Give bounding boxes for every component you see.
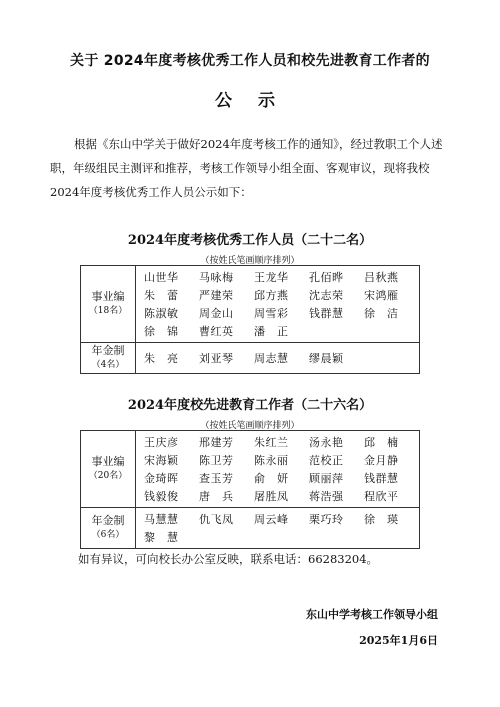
educator-name: 邢建芳 <box>199 436 234 449</box>
staff-name: 宋鸿雁 <box>364 289 399 302</box>
staff-name: 刘亚琴 <box>199 352 234 365</box>
staff-name: 朱 亮 <box>144 352 179 365</box>
staff-name: 钱群慧 <box>309 307 344 320</box>
staff-name: 山世华 <box>144 271 179 284</box>
contact-line: 如有异议，可向校长办公室反映，联系电话：66283204。 <box>78 552 379 566</box>
staff-name: 潘 正 <box>254 325 289 338</box>
educator-name: 钱群慧 <box>364 472 399 485</box>
category-label: 事业编 <box>91 455 125 468</box>
category-label: 年金制 <box>91 344 125 357</box>
section-title-advanced-educators: 2024年度校先进教育工作者（二十六名） <box>127 398 373 413</box>
educator-name: 蒋浩强 <box>309 490 344 503</box>
section-title-outstanding-staff: 2024年度考核优秀工作人员（二十二名） <box>127 233 373 248</box>
educator-name: 朱红兰 <box>254 436 289 449</box>
name-row <box>144 286 419 304</box>
table-row <box>81 266 420 343</box>
educator-name: 屠胜凤 <box>254 490 289 503</box>
names-cell <box>136 431 420 508</box>
document-title: 关于 2024年度考核优秀工作人员和校先进教育工作者的 <box>70 53 430 69</box>
table-row <box>81 343 420 374</box>
signature-block <box>306 602 438 654</box>
section-note-advanced-educators: （按姓氏笔画顺序排列） <box>200 421 300 431</box>
educator-name: 邱 楠 <box>364 436 399 449</box>
staff-name: 马咏梅 <box>199 271 234 284</box>
names-cell <box>136 343 420 374</box>
name-row <box>144 451 419 469</box>
educator-name: 马慧慧 <box>144 513 179 526</box>
names-cell <box>136 266 420 343</box>
staff-name: 徐 洁 <box>364 307 399 320</box>
outstanding-staff-table <box>80 265 420 374</box>
name-row <box>144 528 419 546</box>
category-cell <box>81 431 136 508</box>
educator-name: 金月静 <box>364 454 399 467</box>
staff-name: 周雪彩 <box>254 307 289 320</box>
name-row <box>144 268 419 286</box>
name-row <box>144 469 419 487</box>
staff-name: 周志慧 <box>254 352 289 365</box>
staff-name: 沈志荣 <box>309 289 344 302</box>
educator-name: 仇飞凤 <box>199 513 234 526</box>
educator-name: 陈永丽 <box>254 454 289 467</box>
name-row <box>144 510 419 528</box>
educator-name: 徐 瑛 <box>364 513 399 526</box>
category-cell <box>81 508 136 549</box>
staff-name: 周金山 <box>199 307 234 320</box>
table-row <box>81 431 420 508</box>
staff-name: 孔佰晔 <box>309 271 344 284</box>
category-count: （18名） <box>88 306 128 316</box>
name-row <box>144 322 419 340</box>
educator-name: 王庆彦 <box>144 436 179 449</box>
signature-organization: 东山中学考核工作领导小组 <box>306 608 438 621</box>
educator-name: 查玉芳 <box>199 472 234 485</box>
staff-name: 吕秋燕 <box>364 271 399 284</box>
intro-paragraph <box>50 132 458 204</box>
educator-name: 栗巧玲 <box>309 513 344 526</box>
names-cell <box>136 508 420 549</box>
educator-name: 宋海颖 <box>144 454 179 467</box>
staff-name: 王龙华 <box>254 271 289 284</box>
educator-name: 唐 兵 <box>199 490 234 503</box>
staff-name: 朱 蕾 <box>144 289 179 302</box>
educator-name: 周云峰 <box>254 513 289 526</box>
staff-name: 邱方燕 <box>254 289 289 302</box>
staff-name: 陈淑敏 <box>144 307 179 320</box>
educator-name: 范校正 <box>309 454 344 467</box>
document-subtitle: 公 示 <box>215 91 285 111</box>
name-row <box>144 487 419 505</box>
staff-name: 曹红英 <box>199 325 234 338</box>
educator-name: 顾丽萍 <box>309 472 344 485</box>
advanced-educators-table <box>80 430 420 549</box>
category-cell <box>81 266 136 343</box>
educator-name: 金琦晖 <box>144 472 179 485</box>
category-label: 年金制 <box>91 514 125 527</box>
table-row <box>81 508 420 549</box>
educator-name: 黎 慧 <box>144 531 179 544</box>
educator-name: 程欣平 <box>364 490 399 503</box>
signature-date: 2025年1月6日 <box>359 634 438 647</box>
staff-name: 缪晨颖 <box>309 352 344 365</box>
intro-text: 根据《东山中学关于做好2024年度考核工作的通知》，经过教职工个人述职，年级组民主测评和推荐，考核工作领导小组全面、客观审议，现将我校2024年度考核优秀工作人员公示如下： <box>50 137 443 199</box>
educator-name: 陈卫芳 <box>199 454 234 467</box>
staff-name: 徐 锦 <box>144 325 179 338</box>
educator-name: 汤永艳 <box>309 436 344 449</box>
category-label: 事业编 <box>91 290 125 303</box>
category-count: （20名） <box>88 471 128 481</box>
name-row <box>144 345 419 371</box>
category-cell <box>81 343 136 374</box>
educator-name: 俞 妍 <box>254 472 289 485</box>
category-count: （6名） <box>91 530 125 540</box>
name-row <box>144 433 419 451</box>
name-row <box>144 304 419 322</box>
educator-name: 钱毅俊 <box>144 490 179 503</box>
staff-name: 严建荣 <box>199 289 234 302</box>
section-note-outstanding-staff: （按姓氏笔画顺序排列） <box>200 256 300 266</box>
category-count: （4名） <box>91 360 125 370</box>
